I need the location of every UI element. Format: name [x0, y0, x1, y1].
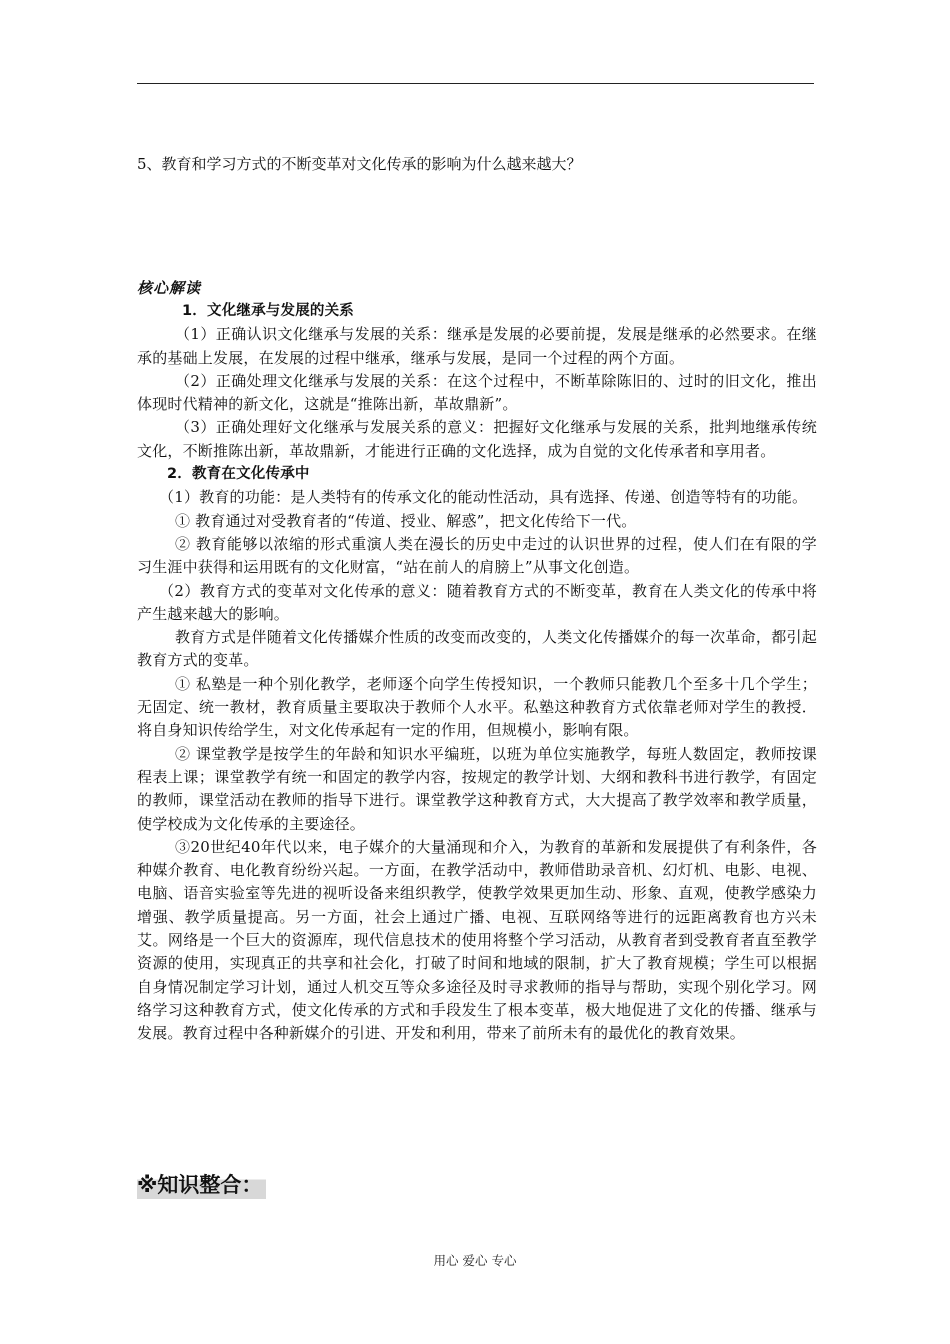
- paragraph: （2）教育方式的变革对文化传承的意义：随着教育方式的不断变革，教育在人类文化的传承中将产生越来越大的影响。: [137, 581, 817, 623]
- paragraph: ① 私塾是一种个别化教学，老师逐个向学生传授知识，一个教师只能教几个至多十几个学生；无固定、统一教材，教育质量主要取决于教师个人水平。私塾这种教育方式依靠老师对学生的教授．将自身知识传给学生，对文化传承起有一定的作用，但规模小，影响有限。: [137, 674, 817, 740]
- header-rule: [137, 83, 814, 84]
- section-title: 核心解读: [137, 279, 202, 297]
- paragraph: ② 课堂教学是按学生的年龄和知识水平编班，以班为单位实施教学，每班人数固定，教师按课程表上课；课堂教学有统一和固定的教学内容，按规定的教学计划、大纲和教科书进行教学，有固定的教师，课堂活动在教师的指导下进行。课堂教学这种教育方式，大大提高了教学效率和教学质量，使学校成为文化传承的主要途径。: [137, 744, 817, 833]
- paragraph: （2）正确处理文化继承与发展的关系：在这个过程中，不断革除陈旧的、过时的旧文化，推出体现时代精神的新文化，这就是“推陈出新，革故鼎新”。: [137, 371, 817, 414]
- paragraph: （3）正确处理好文化继承与发展关系的意义：把握好文化继承与发展的关系，批判地继承传统文化，不断推陈出新，革故鼎新，才能进行正确的文化选择，成为自觉的文化传承者和享用者。: [137, 418, 817, 460]
- question-5: 5、教育和学习方式的不断变革对文化传承的影响为什么越来越大？: [137, 155, 582, 173]
- paragraph: ① 教育通过对受教育者的“传道、授业、解惑”，把文化传给下一代。: [175, 511, 637, 530]
- knowledge-integration-heading: ※知识整合：: [137, 1171, 266, 1199]
- page-footer: 用心 爱心 专心: [433, 1253, 517, 1268]
- paragraph: ③20世纪40年代以来，电子媒介的大量涌现和介入，为教育的革新和发展提供了有利条件，各种媒介教育、电化教育纷纷兴起。一方面，在教学活动中，教师借助录音机、幻灯机、电影、电视、电脑、语音实验室等先进的视听设备来组织教学，使教学效果更加生动、形象、直观，使教学感染力增强、教学质量提高。另一方面，社会上通过广播、电视、互联网络等进行的远距离教育也方兴未艾。网络是一个巨大的资源库，现代信息技术的使用将整个学习活动，从教育者到受教育者直至教学资源的使用，实现真正的共享和社会化，打破了时间和地域的限制，扩大了教育规模；学生可以根据自身情况制定学习计划，通过人机交互等众多途径及时寻求教师的指导与帮助，实现个别化学习。网络学习这种教育方式，使文化传承的方式和手段发生了根本变革，极大地促进了文化的传播、继承与发展。教育过程中各种新媒介的引进、开发和利用，带来了前所未有的最优化的教育效果。: [137, 837, 817, 1043]
- paragraph: （1）教育的功能：是人类特有的传承文化的能动性活动，具有选择、传递、创造等特有的功能。: [159, 488, 808, 507]
- subheading-2: 2．教育在文化传承中: [167, 466, 310, 483]
- paragraph: ② 教育能够以浓缩的形式重演人类在漫长的历史中走过的认识世界的过程，使人们在有限的学习生涯中获得和运用既有的文化财富，“站在前人的肩膀上”从事文化创造。: [137, 534, 817, 577]
- subheading-1: 1．文化继承与发展的关系: [182, 303, 354, 319]
- paragraph: （1）正确认识文化继承与发展的关系：继承是发展的必要前提，发展是继承的必然要求。在继承的基础上发展，在发展的过程中继承，继承与发展，是同一个过程的两个方面。: [137, 325, 817, 367]
- paragraph: 教育方式是伴随着文化传播媒介性质的改变而改变的，人类文化传播媒介的每一次革命，都引起教育方式的变革。: [137, 628, 817, 670]
- core-reading-body: [137, 300, 817, 1046]
